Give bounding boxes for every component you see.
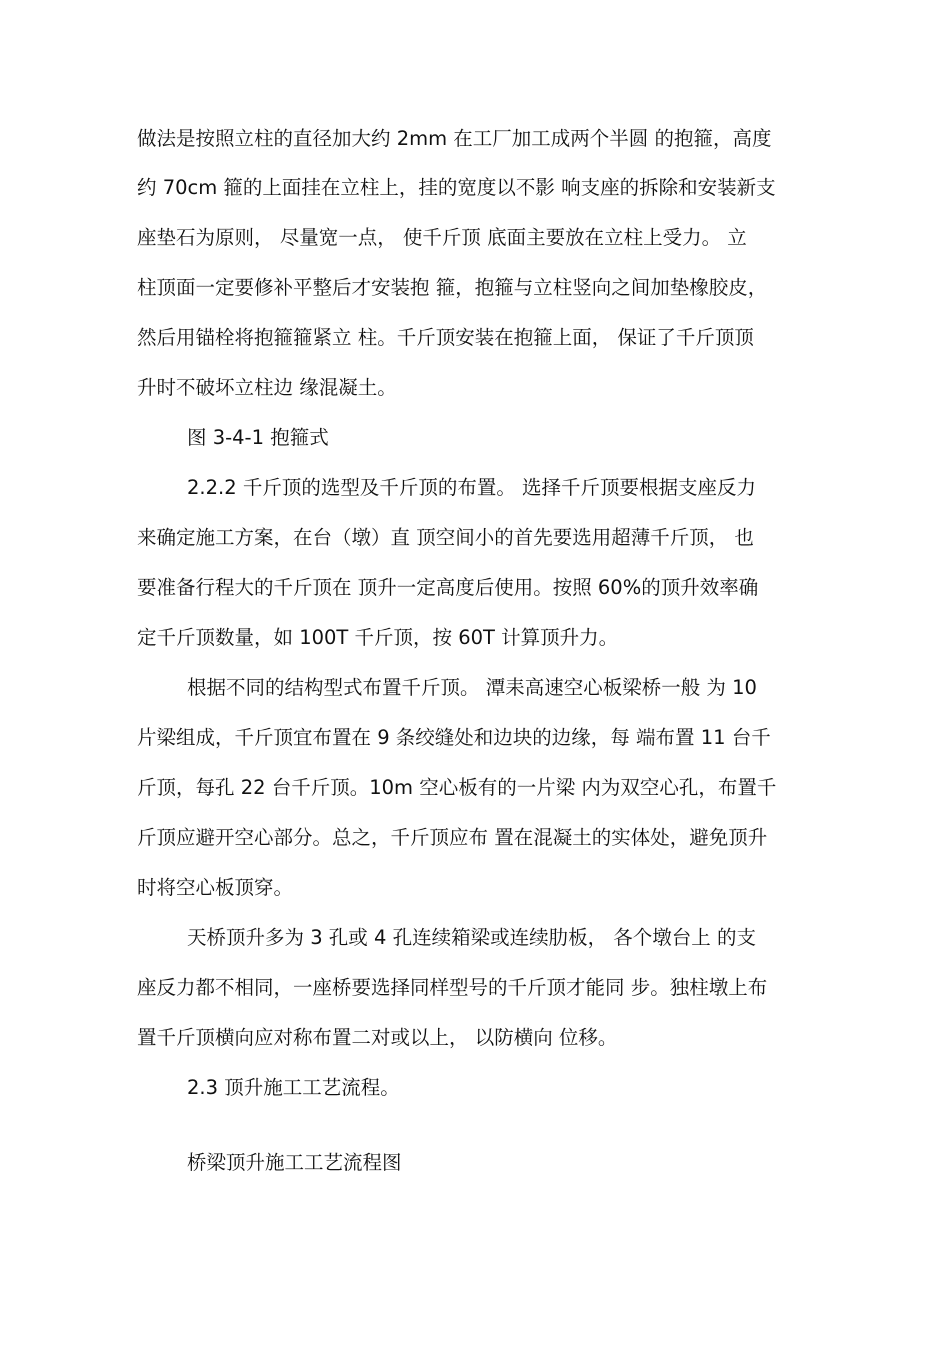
flowchart-title: 桥梁顶升施工工艺流程图 xyxy=(187,1151,402,1174)
text-line: 座垫石为原则， 尽量宽一点， 使千斤顶 底面主要放在立柱上受力。 立 xyxy=(137,226,747,249)
figure-caption: 图 3-4-1 抱箍式 xyxy=(187,426,329,449)
text-line: 置千斤顶横向应对称布置二对或以上， 以防横向 位移。 xyxy=(137,1026,618,1049)
text-line: 斤顶应避开空心部分。总之，千斤顶应布 置在混凝土的实体处，避免顶升 xyxy=(137,826,768,849)
text-line: 根据不同的结构型式布置千斤顶。 潭耒高速空心板梁桥一般 为 10 xyxy=(187,676,757,699)
text-line: 要准备行程大的千斤顶在 顶升一定高度后使用。按照 60%的顶升效率确 xyxy=(137,576,759,599)
text-line: 来确定施工方案，在台（墩）直 顶空间小的首先要选用超薄千斤顶， 也 xyxy=(137,526,754,549)
text-line: 片梁组成，千斤顶宜布置在 9 条绞缝处和边块的边缘，每 端布置 11 台千 xyxy=(137,726,771,749)
text-line: 然后用锚栓将抱箍箍紧立 柱。千斤顶安装在抱箍上面， 保证了千斤顶顶 xyxy=(137,326,754,349)
text-line: 定千斤顶数量，如 100T 千斤顶，按 60T 计算顶升力。 xyxy=(137,626,619,649)
text-line: 天桥顶升多为 3 孔或 4 孔连续箱梁或连续肋板， 各个墩台上 的支 xyxy=(187,926,757,949)
text-line: 座反力都不相同，一座桥要选择同样型号的千斤顶才能同 步。独柱墩上布 xyxy=(137,976,768,999)
text-line: 做法是按照立柱的直径加大约 2mm 在工厂加工成两个半圆 的抱箍，高度 xyxy=(137,127,772,150)
text-line: 柱顶面一定要修补平整后才安装抱 箍，抱箍与立柱竖向之间加垫橡胶皮， xyxy=(137,276,768,299)
section-heading: 2.3 顶升施工工艺流程。 xyxy=(187,1076,400,1099)
text-line: 约 70cm 箍的上面挂在立柱上，挂的宽度以不影 响支座的拆除和安装新支 xyxy=(137,176,776,199)
text-line: 斤顶，每孔 22 台千斤顶。10m 空心板有的一片梁 内为双空心孔，布置千 xyxy=(137,776,777,799)
text-line: 2.2.2 千斤顶的选型及千斤顶的布置。 选择千斤顶要根据支座反力 xyxy=(187,476,757,499)
text-line: 升时不破坏立柱边 缘混凝土。 xyxy=(137,376,397,399)
text-line: 时将空心板顶穿。 xyxy=(137,876,294,899)
